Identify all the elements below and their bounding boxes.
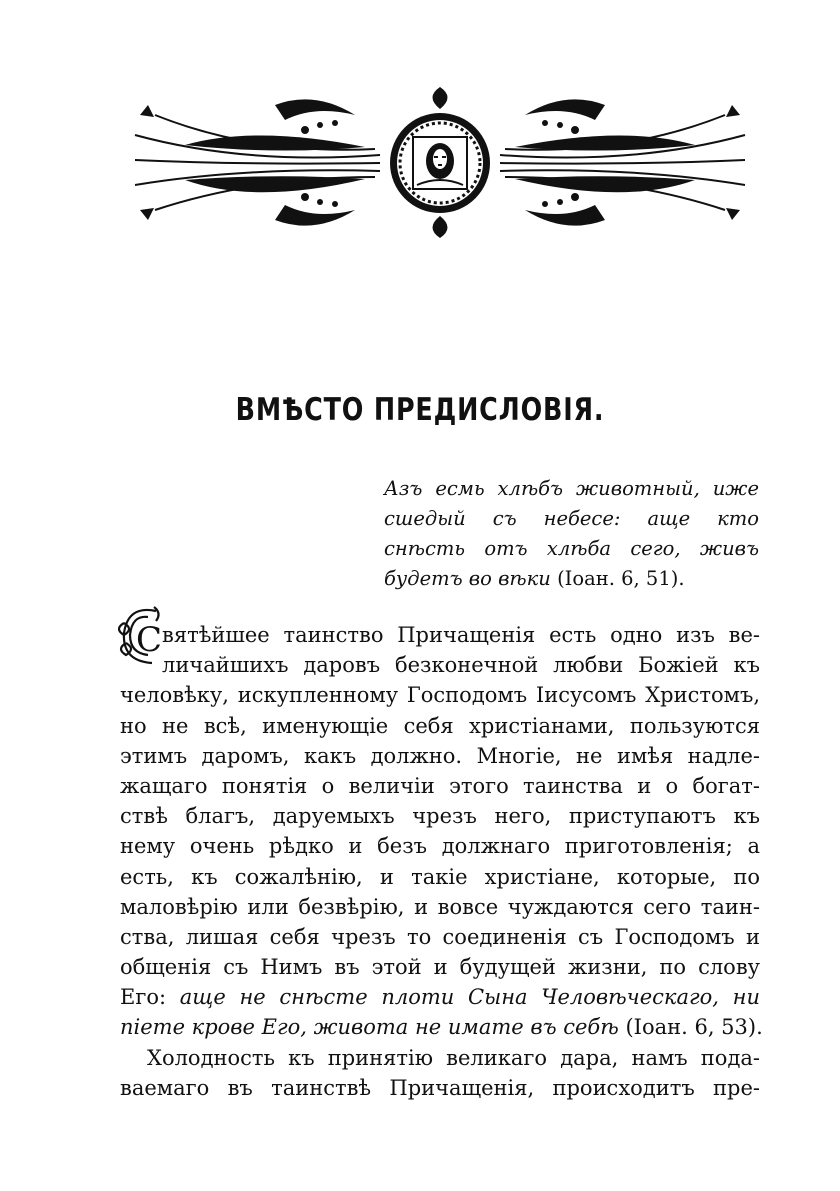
epigraph [384,474,759,594]
decorative-headpiece [125,85,755,240]
scripture-quote: аще не снѣсте плоти Сына Человѣческаго, ни [179,985,760,1010]
main-text [120,620,763,1103]
text-line: жащаго понятія о величіи этого таинства и о богат- [120,773,760,798]
scripture-quote: піете крове Его, живота не имате въ себѣ [120,1015,619,1040]
page-title: ВМѢСТО ПРЕДИСЛОВІЯ. [235,392,605,428]
text-line: вятѣйшее таинство Причащенія есть одно изъ ве- [162,623,760,647]
text-line: но не всѣ, именующіе себя христіанами, пользуются [120,713,760,738]
scripture-reference: (Іоан. 6, 53). [625,1015,763,1040]
dropcap-letter: С [136,620,163,660]
text-line: маловѣрію или безвѣрію, и вовсе чуждаются сего таин- [120,894,760,919]
text-line [120,982,760,1012]
text-line: нему очень рѣдко и безъ должнаго приготовленія; а [120,834,760,859]
text-line: есть, къ сожалѣнію, и такіе христіане, которые, по [120,864,760,889]
text-line: ваемаго въ таинствѣ Причащенія, происходитъ пре- [120,1075,760,1100]
text-line: человѣку, искупленному Господомъ Іисусомъ Христомъ, [120,683,760,708]
text-line: общенія съ Нимъ въ этой и будущей жизни, по слову [120,955,760,980]
text-line: ствѣ благъ, даруемыхъ чрезъ него, приступаютъ къ [120,804,760,829]
text-line: Холодность къ принятію великаго дара, намъ пода- [147,1045,760,1070]
text-segment: Его: [120,985,167,1010]
epigraph-reference: (Іоан. 6, 51). [557,567,685,590]
epigraph-text: Азъ есмь хлѣбъ животный, иже сшедый съ небесе: аще кто снѣсть отъ хлѣба сего, живъ будетъ во вѣки [384,477,759,590]
text-line [120,1012,763,1042]
text-line: ства, лишая себя чрезъ то соединенія съ Господомъ и [120,924,760,949]
text-line: этимъ даромъ, какъ должно. Многіе, не имѣя надле- [120,743,760,768]
text-line: личайшихъ даровъ безконечной любви Божіей къ [162,653,760,678]
